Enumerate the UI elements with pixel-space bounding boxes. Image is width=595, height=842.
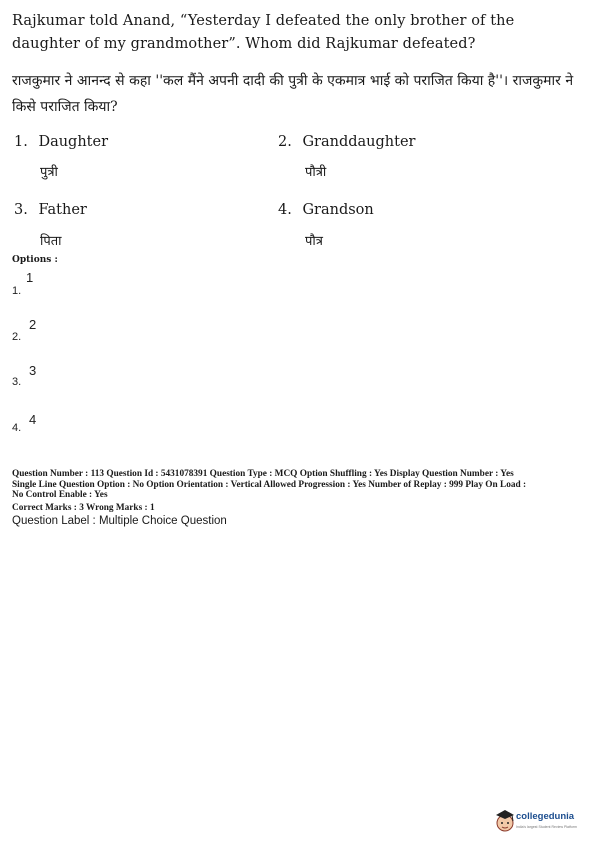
option-2-hindi: पौत्री [305,165,327,180]
option-number: 3. [14,202,28,218]
answer-option-3-value: 3 [29,363,37,378]
logo-tagline: India's largest Student Review Platform [516,825,577,829]
option-text-english: Granddaughter [302,134,416,150]
answer-option-1-value: 1 [26,270,34,285]
mascot-icon [494,808,516,834]
option-3-hindi: पिता [40,234,62,249]
question-label: Question Label : Multiple Choice Question [12,515,227,527]
option-number: 1. [14,134,28,150]
option-text-english: Grandson [302,202,374,218]
meta-line-1: Question Number : 113 Question Id : 5431078391 Question Type : MCQ Option Shuffling : Yes Display Question Number : Yes [12,469,514,479]
meta-line-2: Single Line Question Option : No Option Orientation : Vertical Allowed Progression : Yes Number of Replay : 999 Play On Load : [12,480,527,490]
question-text-hindi: राजकुमार ने आनन्द से कहा ''कल मैंने अपनी दादी की पुत्री के एकमात्र भाई को पराजित किया है''। राजकुमार ने किसे पराजित किया? [12,73,574,115]
option-1-hindi: पुत्री [40,165,58,180]
option-2 [278,134,415,150]
answer-option-2-number: 2. [12,331,22,343]
collegedunia-logo [494,806,589,836]
options-label: Options : [12,255,58,265]
answer-option-3-number: 3. [12,376,22,388]
question-text-english: Rajkumar told Anand, “Yesterday I defeated the only brother of the daughter of my grandmother”. Whom did Rajkumar defeated? [12,13,515,52]
option-4 [278,202,374,218]
option-text-english: Daughter [38,134,109,150]
option-text-english: Father [38,202,87,218]
option-4-hindi: पौत्र [305,234,323,249]
option-3 [14,202,87,218]
marks-line: Correct Marks : 3 Wrong Marks : 1 [12,503,155,513]
answer-option-4-value: 4 [29,412,37,427]
option-number: 4. [278,202,292,218]
option-1 [14,134,108,150]
logo-name: collegedunia [516,811,575,822]
answer-option-2-value: 2 [29,317,37,332]
meta-line-3: No Control Enable : Yes [12,490,108,500]
answer-option-1-number: 1. [12,285,22,297]
answer-option-4-number: 4. [12,422,22,434]
option-number: 2. [278,134,292,150]
